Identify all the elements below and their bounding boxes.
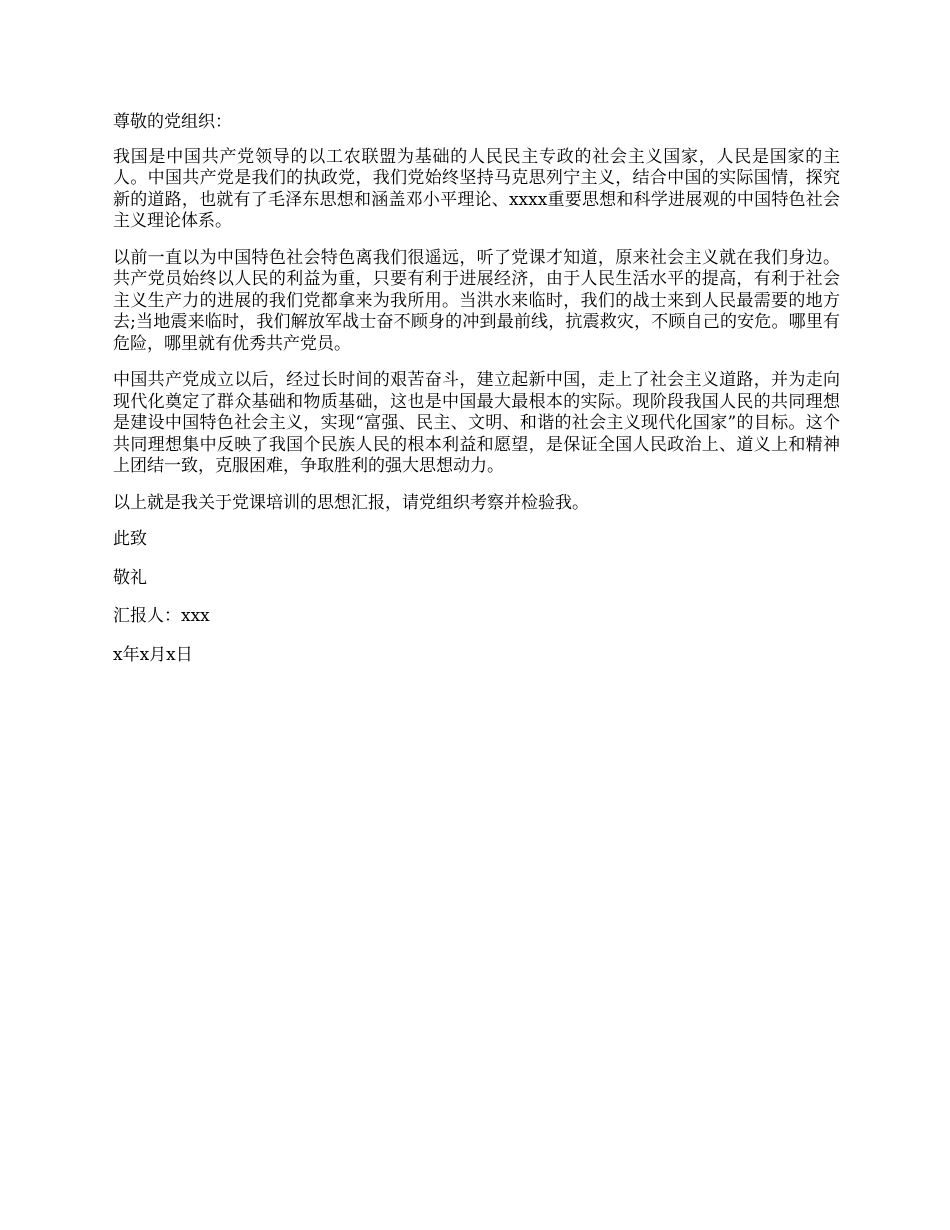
paragraph-1: 我国是中国共产党领导的以工农联盟为基础的人民民主专政的社会主义国家，人民是国家的主人。中国共产党是我们的执政党，我们党始终坚持马克思列宁主义，结合中国的实际国情，探究新的道路，也就有了毛泽东思想和涵盖邓小平理论、xxxx重要思想和科学进展观的中国特色社会主义理论体系。 bbox=[113, 146, 840, 231]
signature: 汇报人：xxx bbox=[113, 606, 210, 626]
paragraph-2: 以前一直以为中国特色社会特色离我们很遥远，听了党课才知道，原来社会主义就在我们身边。共产党员始终以人民的利益为重，只要有利于进展经济，由于人民生活水平的提高，有利于社会主义生产力的进展的我们党都拿来为我所用。当洪水来临时，我们的战士来到人民最需要的地方去;当地震来临时，我们解放军战士奋不顾身的冲到最前线，抗震救灾，不顾自己的安危。哪里有危险，哪里就有优秀共产党员。 bbox=[113, 247, 840, 354]
letter-body bbox=[113, 112, 840, 683]
closing-line-2: 敬礼 bbox=[113, 567, 147, 588]
paragraph-4: 以上就是我关于党课培训的思想汇报，请党组织考察并检验我。 bbox=[113, 492, 589, 513]
paragraph-3: 中国共产党成立以后，经过长时间的艰苦奋斗，建立起新中国，走上了社会主义道路，并为走向现代化奠定了群众基础和物质基础，这也是中国最大最根本的实际。现阶段我国人民的共同理想是建设中国特色社会主义，实现“富强、民主、文明、和谐的社会主义现代化国家”的目标。这个共同理想集中反映了我国个民族人民的根本利益和愿望，是保证全国人民政治上、道义上和精神上团结一致，克服困难，争取胜利的强大思想动力。 bbox=[113, 370, 840, 476]
salutation: 尊敬的党组织： bbox=[113, 112, 232, 132]
closing-line-1: 此致 bbox=[113, 529, 147, 549]
date: x年x月x日 bbox=[113, 644, 193, 665]
